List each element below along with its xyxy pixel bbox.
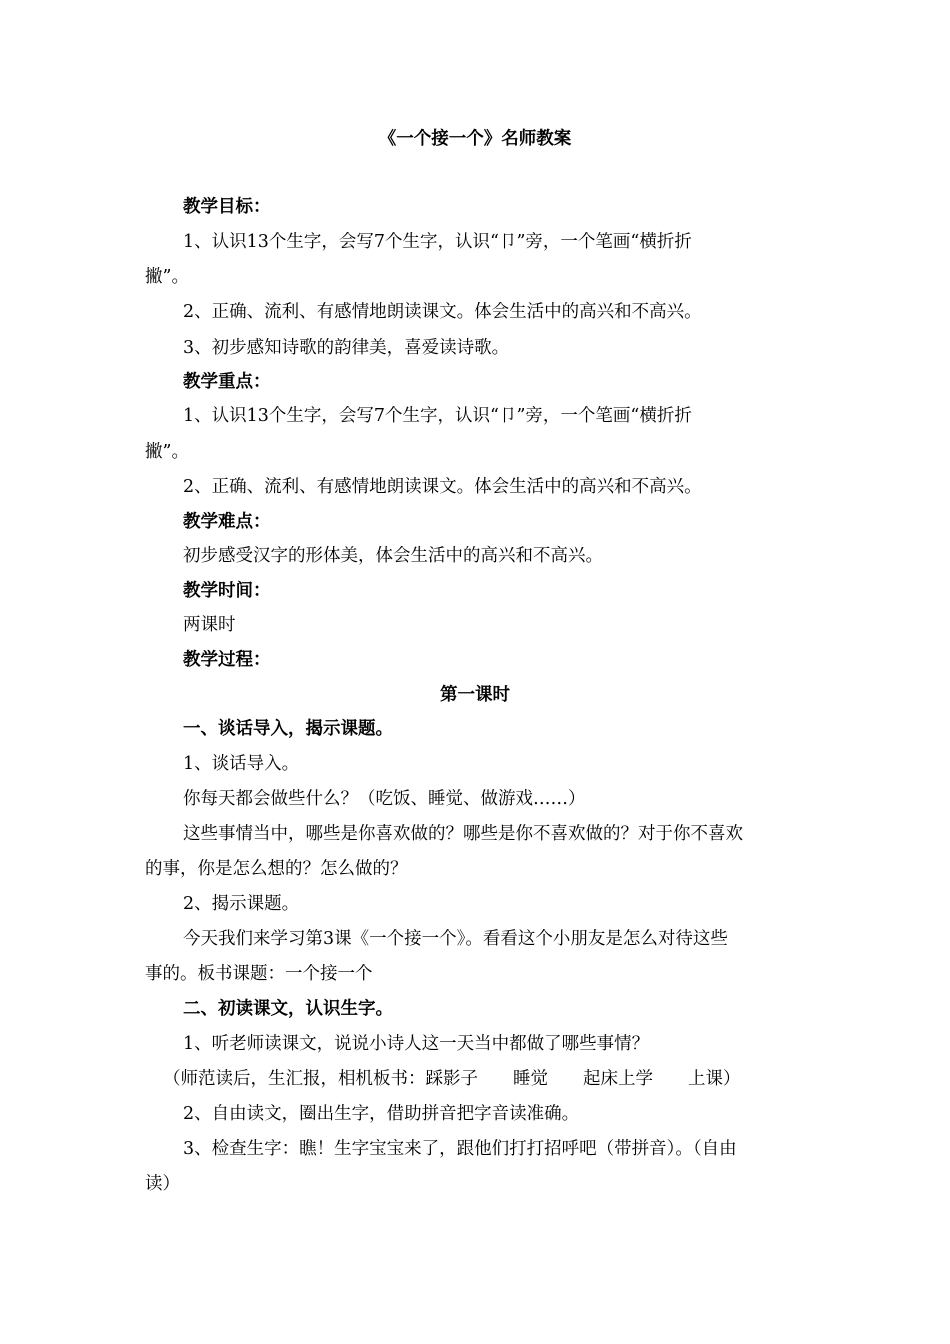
key-points-heading: 教学重点：	[183, 372, 271, 392]
part-2-item-cont: 读）	[145, 1174, 180, 1194]
objectives-heading: 教学目标：	[183, 197, 271, 217]
part-1-item: 这些事情当中，哪些是你喜欢做的？哪些是你不喜欢做的？对于你不喜欢	[183, 824, 743, 844]
part-2-item: 3、检查生字：瞧！生字宝宝来了，跟他们打打招呼吧（带拼音）。（自由	[183, 1139, 737, 1159]
objective-2: 2、正确、流利、有感情地朗读课文。体会生活中的高兴和不高兴。	[183, 302, 702, 322]
difficulty-text: 初步感受汉字的形体美，体会生活中的高兴和不高兴。	[183, 546, 603, 566]
part-2-item: 2、自由读文，圈出生字，借助拼音把字音读准确。	[183, 1104, 580, 1124]
difficulty-heading: 教学难点：	[183, 512, 271, 532]
part-2-heading: 二、初读课文，认识生字。	[183, 999, 393, 1019]
process-heading: 教学过程：	[183, 650, 271, 670]
part-1-item: 2、揭示课题。	[183, 894, 300, 914]
key-point-1: 1、认识13个生字，会写7个生字，认识“卩”旁，一个笔画“横折折	[183, 406, 692, 426]
lesson-title: 第一课时	[440, 685, 510, 705]
objective-3: 3、初步感知诗歌的韵律美，喜爱读诗歌。	[183, 338, 510, 358]
key-point-2: 2、正确、流利、有感情地朗读课文。体会生活中的高兴和不高兴。	[183, 477, 702, 497]
part-1-item-cont: 的事，你是怎么想的？怎么做的？	[145, 859, 408, 879]
part-2-item: （师范读后，生汇报，相机板书：踩影子 睡觉 起床上学 上课）	[163, 1069, 741, 1089]
time-text: 两课时	[183, 615, 236, 635]
part-1-item: 你每天都会做些什么？（吃饭、睡觉、做游戏……）	[183, 789, 586, 809]
objective-1: 1、认识13个生字，会写7个生字，认识“卩”旁，一个笔画“横折折	[183, 232, 692, 252]
part-2-item: 1、听老师读课文，说说小诗人这一天当中都做了哪些事情？	[183, 1034, 650, 1054]
part-1-heading: 一、谈话导入，揭示课题。	[183, 719, 393, 739]
objective-1-cont: 撇”。	[145, 267, 189, 287]
part-1-item-cont: 事的。板书课题：一个接一个	[145, 964, 373, 984]
part-1-item: 1、谈话导入。	[183, 754, 300, 774]
time-heading: 教学时间：	[183, 581, 271, 601]
page-title: 《一个接一个》名师教案	[378, 129, 572, 149]
part-1-item: 今天我们来学习第3课《一个接一个》。看看这个小朋友是怎么对待这些	[183, 929, 728, 949]
key-point-1-cont: 撇”。	[145, 442, 189, 462]
